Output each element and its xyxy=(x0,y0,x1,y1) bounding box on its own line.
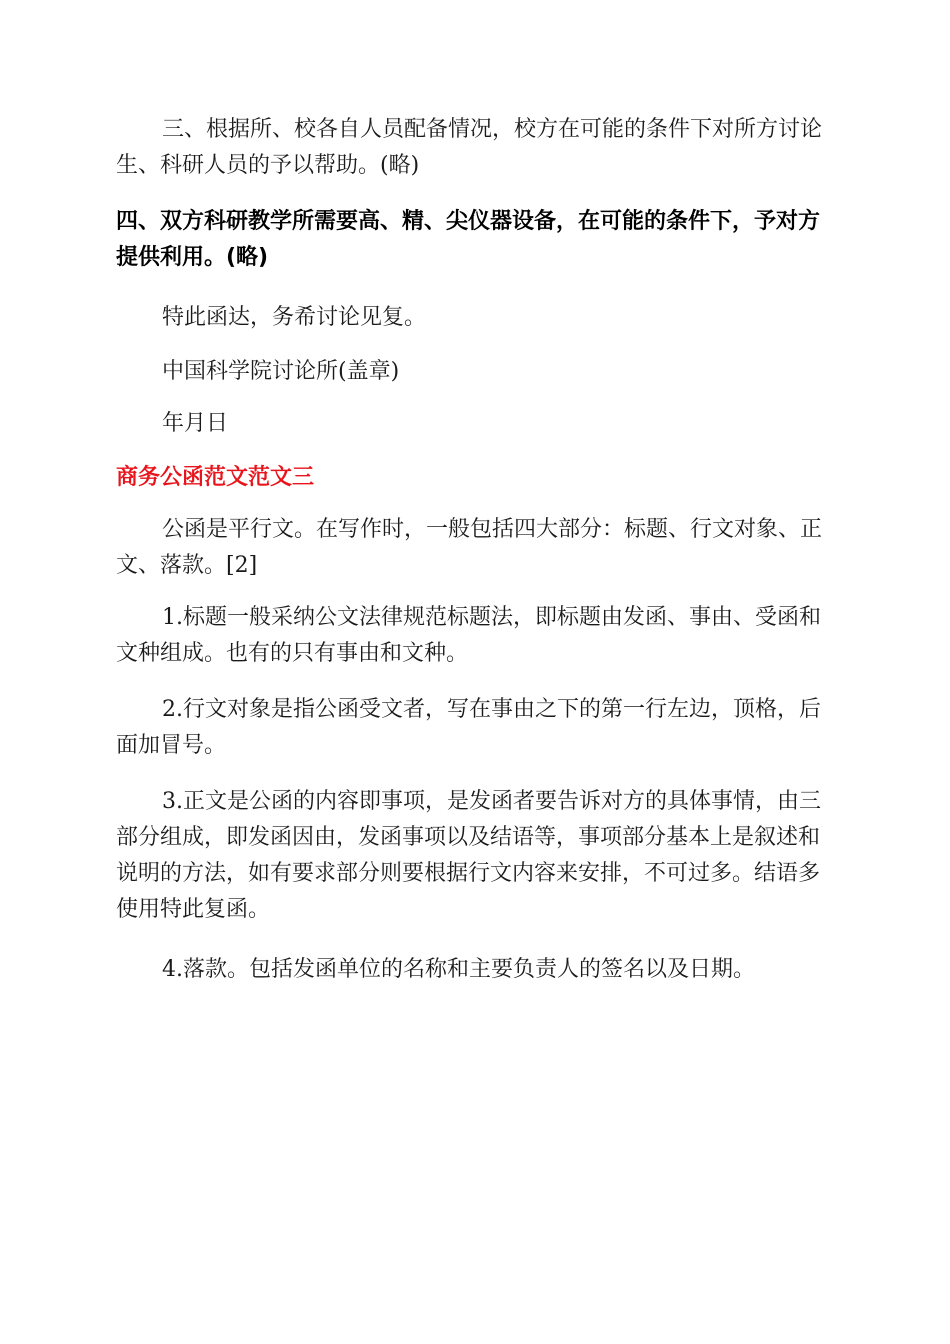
paragraph-line: 提供利用。(略) xyxy=(116,245,269,270)
list-item-4 xyxy=(116,952,832,988)
section-heading-text: 商务公函范文范文三 xyxy=(116,465,315,490)
paragraph-four-bold xyxy=(116,204,832,276)
date-text: 年月日 xyxy=(162,411,229,436)
paragraph-line: 四、双方科研教学所需要高、精、尖仪器设备，在可能的条件下，予对方 xyxy=(116,209,821,234)
paragraph-line: 4.落款。包括发函单位的名称和主要负责人的签名以及日期。 xyxy=(162,957,755,982)
paragraph-line: 说明的方法，如有要求部分则要根据行文内容来安排，不可过多。结语多 xyxy=(116,861,821,886)
paragraph-three xyxy=(116,112,832,184)
paragraph-line: 文、落款。[2] xyxy=(116,553,258,578)
list-item-2 xyxy=(116,692,832,764)
paragraph-line: 部分组成，即发函因由，发函事项以及结语等，事项部分基本上是叙述和 xyxy=(116,825,821,850)
closing-line xyxy=(116,300,832,336)
list-item-3 xyxy=(116,784,832,928)
closing-text: 特此函达，务希讨论见复。 xyxy=(162,305,427,330)
section-heading xyxy=(116,460,832,496)
list-item-1 xyxy=(116,600,832,672)
paragraph-line: 使用特此复函。 xyxy=(116,897,271,922)
sender-line xyxy=(116,354,832,390)
date-line xyxy=(116,406,832,442)
intro-paragraph xyxy=(116,512,832,584)
paragraph-line: 3.正文是公函的内容即事项，是发函者要告诉对方的具体事情，由三 xyxy=(162,789,821,814)
paragraph-line: 生、科研人员的予以帮助。(略) xyxy=(116,153,420,178)
paragraph-line: 三、根据所、校各自人员配备情况，校方在可能的条件下对所方讨论 xyxy=(162,117,823,142)
paragraph-line: 文种组成。也有的只有事由和文种。 xyxy=(116,641,469,666)
paragraph-line: 1.标题一般采纳公文法律规范标题法，即标题由发函、事由、受函和 xyxy=(162,605,821,630)
paragraph-line: 面加冒号。 xyxy=(116,733,227,758)
paragraph-line: 2.行文对象是指公函受文者，写在事由之下的第一行左边，顶格，后 xyxy=(162,697,821,722)
sender-text: 中国科学院讨论所(盖章) xyxy=(162,359,400,384)
paragraph-line: 公函是平行文。在写作时，一般包括四大部分：标题、行文对象、正 xyxy=(162,517,823,542)
